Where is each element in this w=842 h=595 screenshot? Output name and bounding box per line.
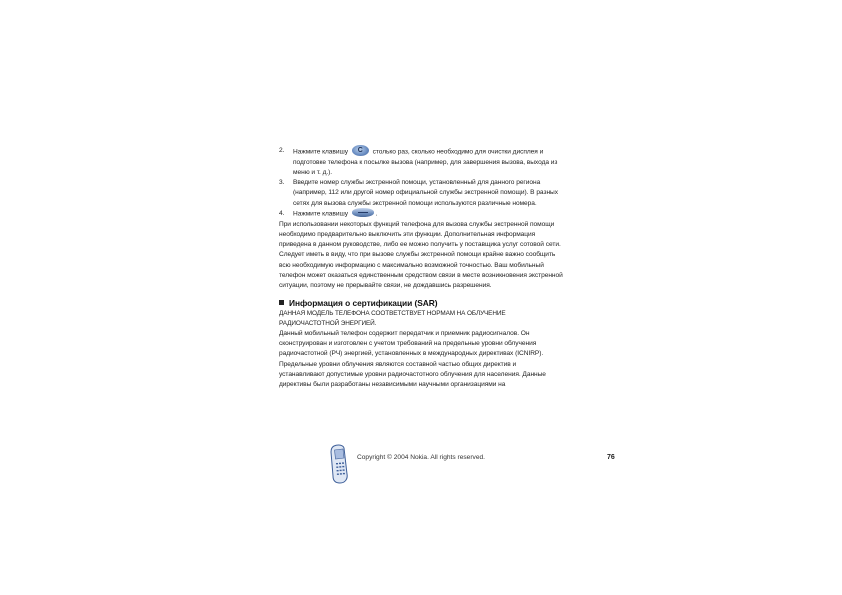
step-2 bbox=[279, 146, 563, 178]
section-subtitle: ДАННАЯ МОДЕЛЬ ТЕЛЕФОНА СООТВЕТСТВУЕТ НОРМАМ НА ОБЛУЧЕНИЕ РАДИОЧАСТОТНОЙ ЭНЕРГИЕЙ. bbox=[279, 309, 506, 327]
clear-key-label: C bbox=[357, 147, 363, 154]
step-text-continued: столько раз, сколько необходимо для очистки дисплея и подготовке телефона к посылке вызова (например, для завершения вызова, выхода из меню и т. д.). bbox=[293, 148, 558, 176]
section-heading bbox=[279, 298, 563, 309]
step-number: 3. bbox=[279, 179, 285, 187]
section-body: Данный мобильный телефон содержит передатчик и приемник радиосигналов. Он сконструирован и изготовлен с учетом требований на предельные уровни облучения радиочастотной (РЧ) энергией, установленных в международных директивах (ICNIRP). Предельные уровни облучения являются составной частью общих директив и устанавливают допустимые уровни радиочастотного облучения для населения. Данные директивы были разработаны независимыми научными организациями на bbox=[279, 329, 546, 389]
step-3 bbox=[279, 178, 563, 209]
page-footer bbox=[328, 444, 618, 484]
step-text: Введите номер службы экстренной помощи, установленный для данного региона (например, 112 или другой номер официальной службы экстренной помощи). В разных сетях для вызова службы экстренной помощи используются различные номера. bbox=[293, 179, 558, 207]
clear-key-icon bbox=[352, 145, 369, 156]
paragraph: При использовании некоторых функций телефона для вызова службы экстренной помощи необходимо предварительно выключить эти функции. Дополнительная информация приведена в данном руководстве, либо ее можно получить у поставщика услуг сотовой сети. bbox=[279, 220, 561, 249]
step-text: Нажмите клавишу bbox=[293, 210, 348, 218]
manual-page-content bbox=[279, 146, 563, 390]
copyright-text: Copyright © 2004 Nokia. All rights reserved. bbox=[357, 454, 486, 461]
bullet-square-icon bbox=[279, 300, 284, 305]
step-4 bbox=[279, 209, 563, 220]
step-number: 2. bbox=[279, 147, 285, 154]
step-text: Нажмите клавишу bbox=[293, 148, 348, 156]
paragraph: Следует иметь в виду, что при вызове службы экстренной помощи крайне важно сообщить всю необходимую информацию с максимально возможной точностью. Ваш мобильный телефон может оказаться единственным средством связи в месте возникновения экстренной ситуации, поэтому не прерывайте связи, не дождавшись разрешения. bbox=[279, 251, 563, 290]
section-title: Информация о сертификации (SAR) bbox=[289, 297, 438, 308]
nokia-phone-icon bbox=[328, 444, 350, 484]
step-text-continued: . bbox=[375, 210, 378, 218]
call-key-icon bbox=[352, 208, 374, 217]
step-number: 4. bbox=[279, 210, 285, 218]
page-number: 76 bbox=[607, 454, 615, 461]
